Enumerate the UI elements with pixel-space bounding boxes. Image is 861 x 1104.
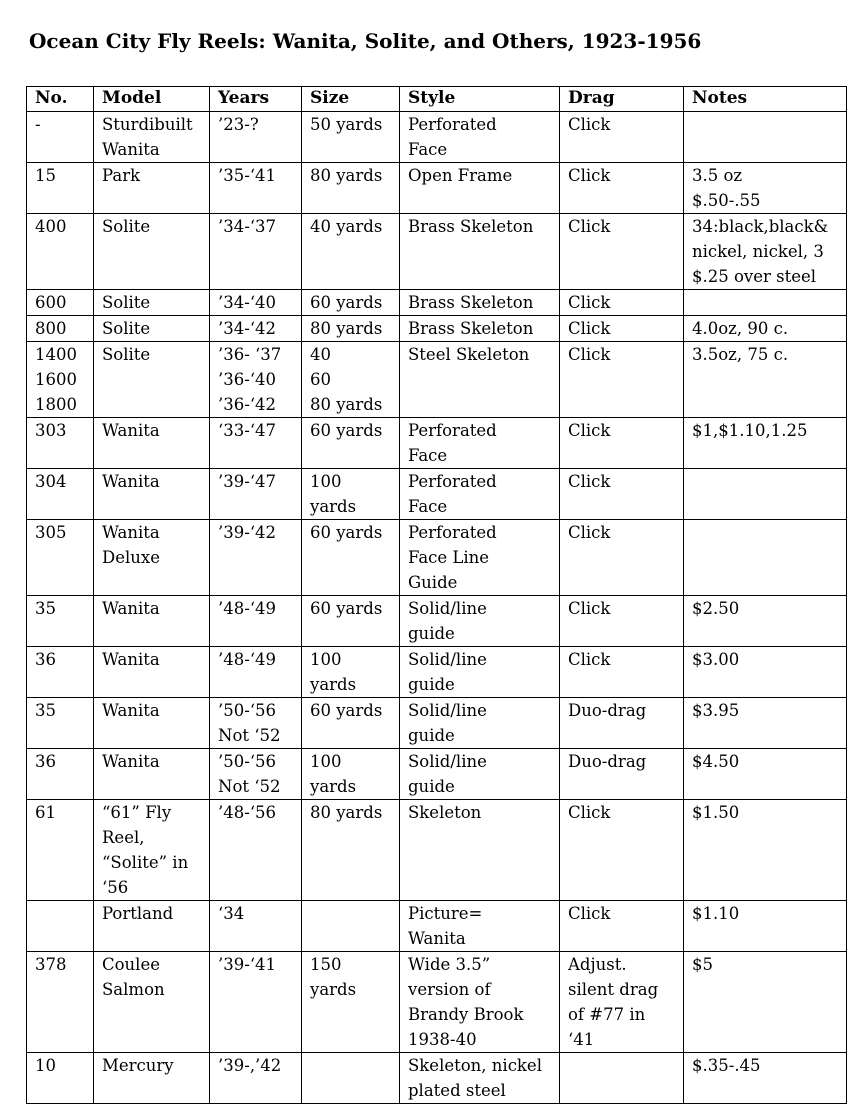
cell-years: ’34-‘40 xyxy=(210,290,302,316)
cell-years: ’34-‘42 xyxy=(210,316,302,342)
cell-drag xyxy=(560,1053,684,1104)
cell-drag: Click xyxy=(560,647,684,698)
cell-size: 80 yards xyxy=(302,800,400,901)
header-size: Size xyxy=(302,87,400,112)
cell-size: 40 60 80 yards xyxy=(302,342,400,418)
cell-notes xyxy=(684,469,847,520)
cell-drag: Duo-drag xyxy=(560,698,684,749)
cell-size: 60 yards xyxy=(302,520,400,596)
cell-model: Park xyxy=(94,163,210,214)
cell-no xyxy=(27,901,94,952)
table-row xyxy=(27,647,847,698)
cell-drag: Adjust. silent drag of #77 in ‘41 xyxy=(560,952,684,1053)
cell-notes: $5 xyxy=(684,952,847,1053)
cell-model: Portland xyxy=(94,901,210,952)
cell-size: 80 yards xyxy=(302,316,400,342)
cell-no: 378 xyxy=(27,952,94,1053)
cell-years: ’48-‘56 xyxy=(210,800,302,901)
cell-model: Coulee Salmon xyxy=(94,952,210,1053)
cell-style: Brass Skeleton xyxy=(400,316,560,342)
cell-style: Perforated Face xyxy=(400,469,560,520)
cell-style: Wide 3.5” version of Brandy Brook 1938-40 xyxy=(400,952,560,1053)
cell-size: 50 yards xyxy=(302,112,400,163)
table-row xyxy=(27,901,847,952)
cell-no: 304 xyxy=(27,469,94,520)
cell-notes: $3.95 xyxy=(684,698,847,749)
cell-years: ’23-? xyxy=(210,112,302,163)
cell-years: ’34-‘37 xyxy=(210,214,302,290)
cell-style: Perforated Face xyxy=(400,418,560,469)
cell-style: Skeleton xyxy=(400,800,560,901)
cell-model: Wanita xyxy=(94,647,210,698)
cell-no: 303 xyxy=(27,418,94,469)
cell-notes: 4.0oz, 90 c. xyxy=(684,316,847,342)
cell-style: Perforated Face xyxy=(400,112,560,163)
cell-style: Steel Skeleton xyxy=(400,342,560,418)
cell-drag: Click xyxy=(560,800,684,901)
cell-size: 150 yards xyxy=(302,952,400,1053)
table-row xyxy=(27,800,847,901)
cell-model: Wanita xyxy=(94,698,210,749)
cell-years: ’50-‘56 Not ‘52 xyxy=(210,749,302,800)
cell-no: 10 xyxy=(27,1053,94,1104)
table-row xyxy=(27,163,847,214)
cell-style: Brass Skeleton xyxy=(400,290,560,316)
cell-style: Skeleton, nickel plated steel xyxy=(400,1053,560,1104)
cell-model: Sturdibuilt Wanita xyxy=(94,112,210,163)
cell-size: 60 yards xyxy=(302,418,400,469)
cell-style: Picture= Wanita xyxy=(400,901,560,952)
cell-style: Brass Skeleton xyxy=(400,214,560,290)
cell-model: Wanita xyxy=(94,469,210,520)
cell-years: ’50-‘56 Not ‘52 xyxy=(210,698,302,749)
table-row xyxy=(27,316,847,342)
cell-size: 40 yards xyxy=(302,214,400,290)
header-years: Years xyxy=(210,87,302,112)
cell-notes: $1.50 xyxy=(684,800,847,901)
cell-notes: 34:black,black& nickel, nickel, 3 $.25 over steel xyxy=(684,214,847,290)
table-row xyxy=(27,342,847,418)
cell-notes xyxy=(684,112,847,163)
cell-no: 1400 1600 1800 xyxy=(27,342,94,418)
cell-style: Solid/line guide xyxy=(400,596,560,647)
cell-notes: $4.50 xyxy=(684,749,847,800)
cell-no: 36 xyxy=(27,647,94,698)
cell-model: Wanita Deluxe xyxy=(94,520,210,596)
cell-no: 400 xyxy=(27,214,94,290)
cell-notes: $1.10 xyxy=(684,901,847,952)
cell-notes xyxy=(684,520,847,596)
cell-drag: Click xyxy=(560,163,684,214)
cell-notes: $.35-.45 xyxy=(684,1053,847,1104)
cell-notes: 3.5oz, 75 c. xyxy=(684,342,847,418)
cell-size: 100 yards xyxy=(302,749,400,800)
cell-size: 60 yards xyxy=(302,290,400,316)
table-row xyxy=(27,749,847,800)
cell-years: ’39-,’42 xyxy=(210,1053,302,1104)
cell-drag: Click xyxy=(560,112,684,163)
document-title: Ocean City Fly Reels: Wanita, Solite, and Others, 1923-1956 xyxy=(29,29,702,53)
cell-style: Solid/line guide xyxy=(400,749,560,800)
cell-years: ’48-‘49 xyxy=(210,596,302,647)
cell-drag: Click xyxy=(560,469,684,520)
table-row xyxy=(27,698,847,749)
cell-model: Solite xyxy=(94,342,210,418)
table-row xyxy=(27,112,847,163)
cell-drag: Click xyxy=(560,214,684,290)
cell-notes: $3.00 xyxy=(684,647,847,698)
header-notes: Notes xyxy=(684,87,847,112)
table-body xyxy=(27,112,847,1104)
cell-size: 60 yards xyxy=(302,596,400,647)
cell-style: Perforated Face Line Guide xyxy=(400,520,560,596)
cell-no: 36 xyxy=(27,749,94,800)
cell-notes: $1,$1.10,1.25 xyxy=(684,418,847,469)
cell-no: 35 xyxy=(27,698,94,749)
table-row xyxy=(27,520,847,596)
header-model: Model xyxy=(94,87,210,112)
cell-model: Solite xyxy=(94,290,210,316)
cell-style: Solid/line guide xyxy=(400,647,560,698)
reels-table xyxy=(26,86,847,1104)
cell-drag: Click xyxy=(560,316,684,342)
cell-years: ‘33-‘47 xyxy=(210,418,302,469)
table-row xyxy=(27,1053,847,1104)
cell-years: ’35-‘41 xyxy=(210,163,302,214)
cell-notes: 3.5 oz $.50-.55 xyxy=(684,163,847,214)
cell-no: 800 xyxy=(27,316,94,342)
cell-no: 35 xyxy=(27,596,94,647)
header-drag: Drag xyxy=(560,87,684,112)
cell-drag: Duo-drag xyxy=(560,749,684,800)
cell-drag: Click xyxy=(560,596,684,647)
cell-model: Wanita xyxy=(94,749,210,800)
table-row xyxy=(27,418,847,469)
cell-years: ’36- ‘37 ’36-‘40 ’36-‘42 xyxy=(210,342,302,418)
cell-years: ‘34 xyxy=(210,901,302,952)
cell-no: 600 xyxy=(27,290,94,316)
cell-model: Wanita xyxy=(94,596,210,647)
cell-notes: $2.50 xyxy=(684,596,847,647)
cell-model: Solite xyxy=(94,214,210,290)
cell-years: ’39-‘41 xyxy=(210,952,302,1053)
cell-years: ’39-‘47 xyxy=(210,469,302,520)
cell-size: 80 yards xyxy=(302,163,400,214)
cell-size: 100 yards xyxy=(302,647,400,698)
cell-model: Wanita xyxy=(94,418,210,469)
cell-years: ’39-‘42 xyxy=(210,520,302,596)
cell-drag: Click xyxy=(560,520,684,596)
cell-years: ’48-‘49 xyxy=(210,647,302,698)
table-row xyxy=(27,469,847,520)
cell-model: Mercury xyxy=(94,1053,210,1104)
cell-model: “61” Fly Reel, “Solite” in ‘56 xyxy=(94,800,210,901)
table-row xyxy=(27,290,847,316)
cell-size: 100 yards xyxy=(302,469,400,520)
cell-size xyxy=(302,901,400,952)
header-no: No. xyxy=(27,87,94,112)
cell-no: - xyxy=(27,112,94,163)
cell-no: 305 xyxy=(27,520,94,596)
cell-drag: Click xyxy=(560,901,684,952)
table-header-row xyxy=(27,87,847,112)
header-style: Style xyxy=(400,87,560,112)
cell-no: 15 xyxy=(27,163,94,214)
cell-style: Solid/line guide xyxy=(400,698,560,749)
cell-style: Open Frame xyxy=(400,163,560,214)
table-row xyxy=(27,952,847,1053)
cell-model: Solite xyxy=(94,316,210,342)
table-row xyxy=(27,214,847,290)
cell-drag: Click xyxy=(560,418,684,469)
cell-notes xyxy=(684,290,847,316)
cell-drag: Click xyxy=(560,290,684,316)
cell-drag: Click xyxy=(560,342,684,418)
cell-no: 61 xyxy=(27,800,94,901)
cell-size: 60 yards xyxy=(302,698,400,749)
table-row xyxy=(27,596,847,647)
cell-size xyxy=(302,1053,400,1104)
